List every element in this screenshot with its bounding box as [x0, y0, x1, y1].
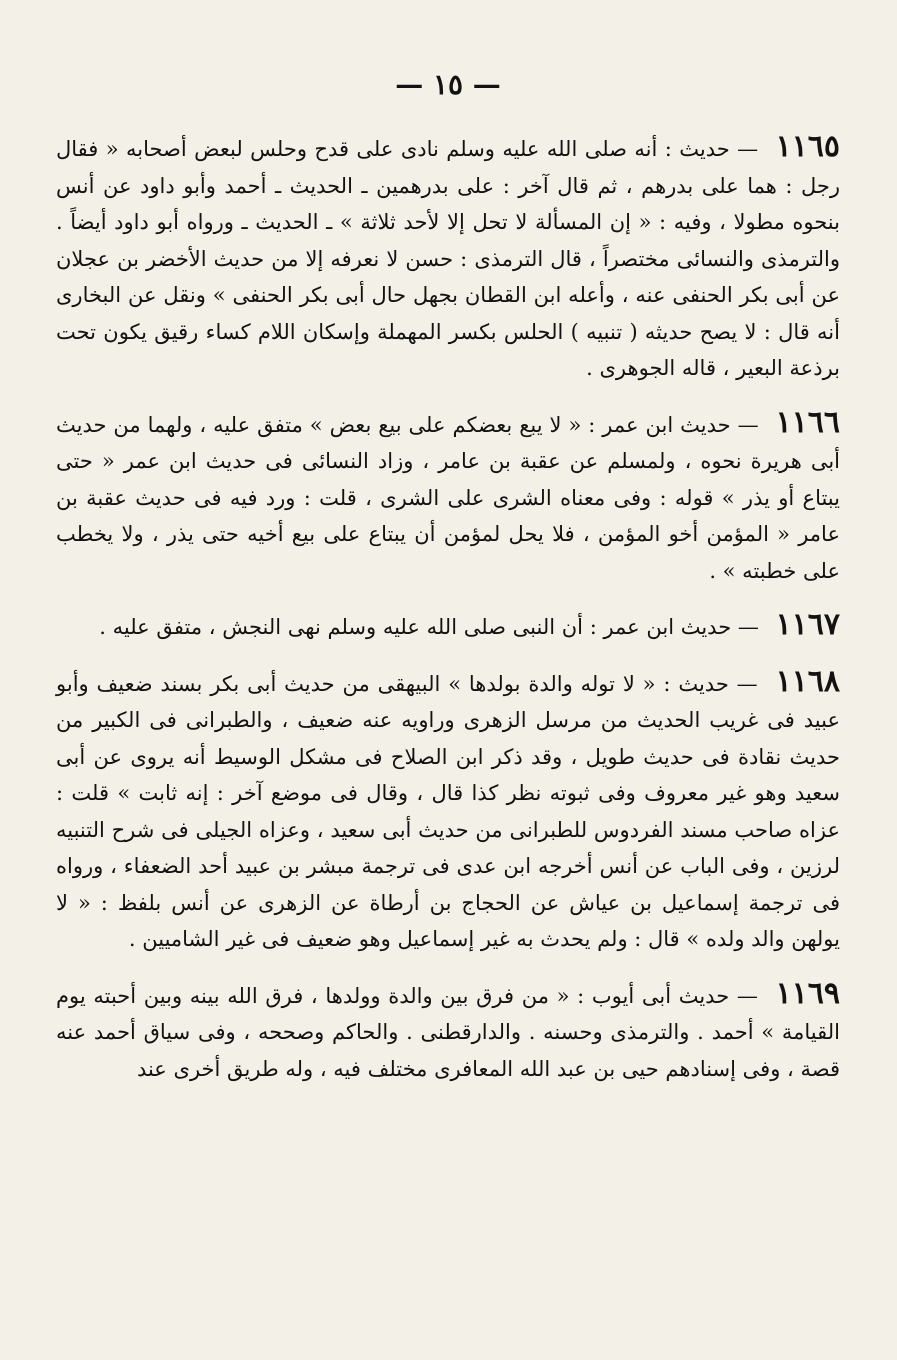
entry-number: ١١٦٦: [775, 404, 840, 440]
page-number: — ١٥ —: [395, 68, 501, 101]
entry-text: — حديث ابن عمر : أن النبى صلى الله عليه وسلم نهى النجش ، متفق عليه .: [99, 615, 759, 639]
entry-text: — حديث : « لا توله والدة بولدها » البيهقى من حديث أبى بكر بسند ضعيف وأبو عبيد فى غريب الحديث من مرسل الزهرى وراويه عنه ضعيف ، والطبرانى فى الكبير من حديث نقادة فى حديث طويل ، وقد ذكر ابن الصلاح فى مشكل الوسيط أنه يروى عن أبى سعيد وهو غير معروف وفى ثبوته نظر كذا قال ، وقال فى موضع آخر : إنه ثابت » قلت : عزاه صاحب مسند الفردوس للطبرانى من حديث أبى سعيد ، وعزاه الجيلى فى شرح التنبيه لرزين ، وفى الباب عن أنس أخرجه ابن عدى فى ترجمة مبشر بن عبيد أحد الضعفاء ، ورواه فى ترجمة إسماعيل بن عياش عن الحجاج بن أرطاة عن الزهرى عن أنس بلفظ : « لا يولهن والد ولده » قال : ولم يحدث به غير إسماعيل وهو ضعيف فى غير الشاميين .: [56, 671, 840, 951]
book-page: [56, 60, 840, 1330]
entry-text: — حديث ابن عمر : « لا يبع بعضكم على بيع بعض » متفق عليه ، ولهما من حديث أبى هريرة نحوه ، ولمسلم عن عقبة بن عامر ، وزاد النسائى فى حديث ابن عمر « حتى يبتاع أو يذر » قوله : وفى معناه الشرى على الشرى ، قلت : ورد فيه فى حديث عقبة بن عامر « المؤمن أخو المؤمن ، فلا يحل لمؤمن أن يبتاع على بيع أخيه حتى يذر ، ولا يخطب على خطبته » .: [56, 412, 840, 583]
entry-number: ١١٦٨: [775, 663, 840, 699]
hadith-entry-1168: [56, 664, 840, 958]
entry-text: — حديث أبى أيوب : « من فرق بين والدة وولدها ، فرق الله بينه وبين أحبته يوم القيامة » أحمد . والترمذى وحسنه . والدارقطنى . والحاكم وصححه ، وفى سياق أحمد عنه قصة ، وفى إسنادهم حيى بن عبد الله المعافرى مختلف فيه ، وله طريق أخرى عند: [56, 983, 840, 1081]
hadith-entry-1165: [56, 129, 840, 387]
entry-number: ١١٦٧: [775, 607, 840, 642]
entry-text: — حديث : أنه صلى الله عليه وسلم نادى على قدح وحلس لبعض أصحابه « فقال رجل : هما على بدرهم ، ثم قال آخر : على بدرهمين ـ الحديث ـ أحمد وأبو داود عن أنس بنحوه مطولا ، وفيه : « إن المسألة لا تحل إلا لأحد ثلاثة » ـ الحديث ـ ورواه أبو داود أيضاً . والترمذى والنسائى مختصراً ، قال الترمذى : حسن لا نعرفه إلا من حديث الأخضر بن عجلان عن أبى بكر الحنفى عنه ، وأعله ابن القطان بجهل حال أبى بكر الحنفى » ونقل عن البخارى أنه قال : لا يصح حديثه ( تنبيه ) الحلس بكسر المهملة وإسكان اللام كساء رقيق يكون تحت برذعة البعير ، قاله الجوهرى .: [56, 137, 840, 380]
entry-number: ١١٦٩: [775, 975, 840, 1011]
hadith-entry-1166: [56, 405, 840, 590]
entry-number: ١١٦٥: [775, 129, 840, 164]
hadith-entry-1169: [56, 976, 840, 1088]
hadith-entry-1167: [56, 607, 840, 646]
